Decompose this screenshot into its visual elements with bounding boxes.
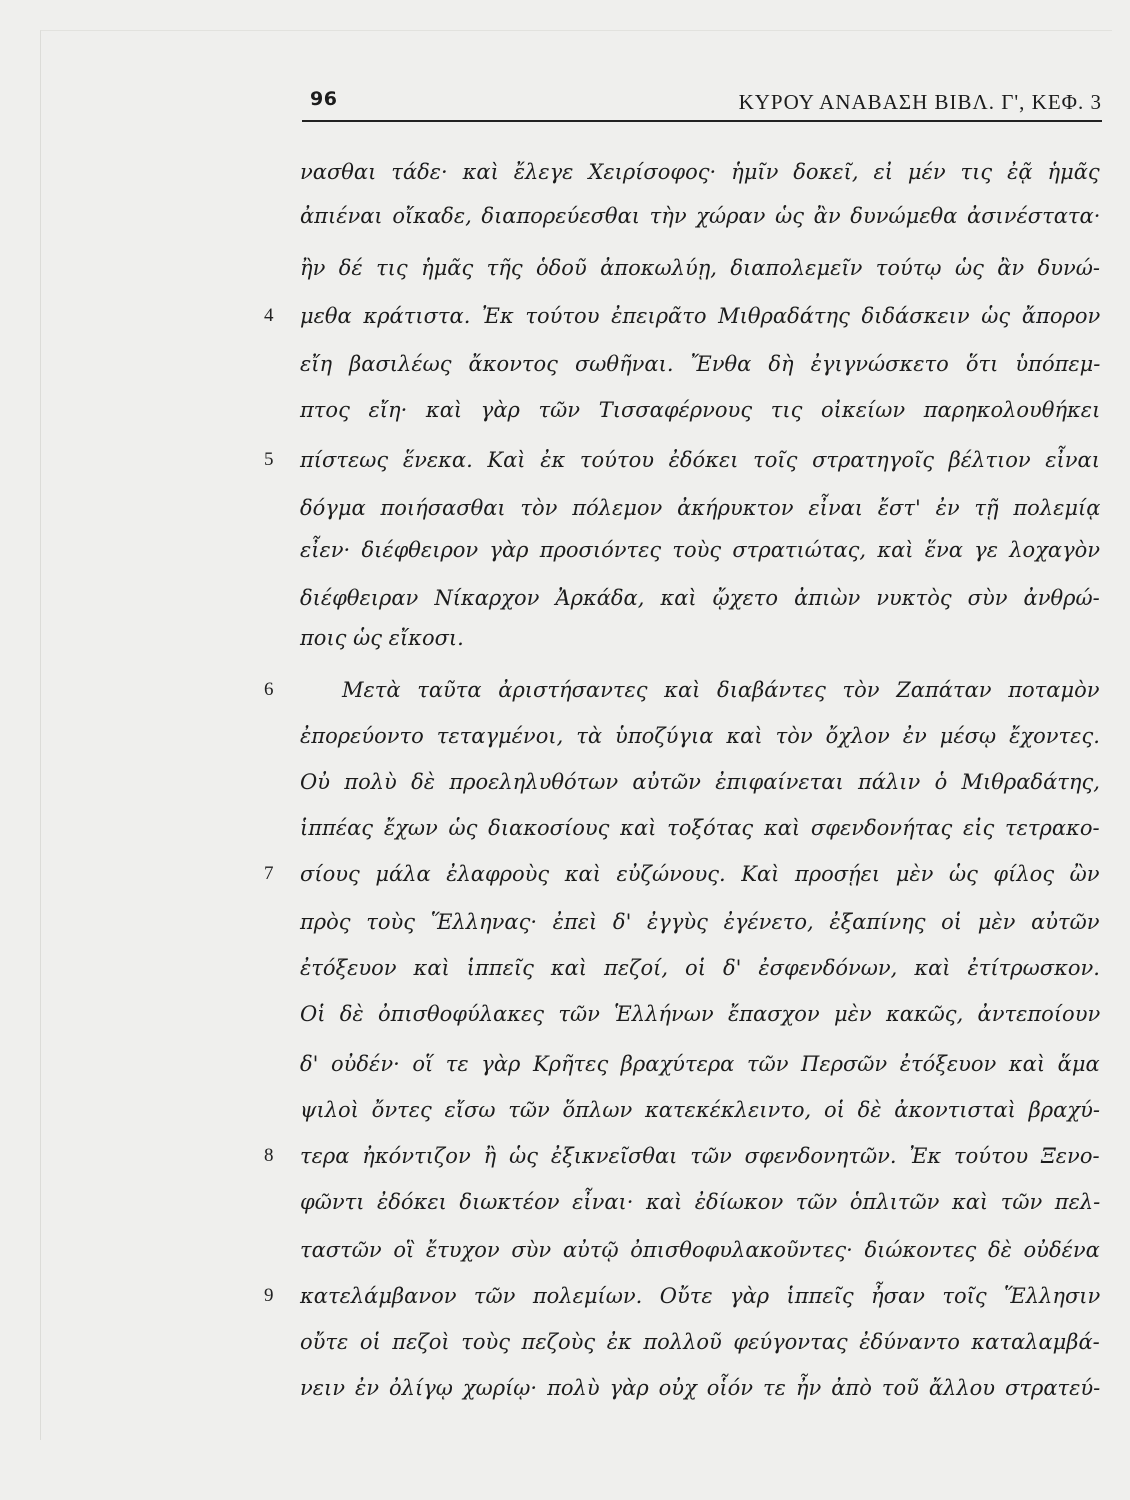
text-line (300, 1182, 1100, 1222)
text-line (264, 670, 1100, 710)
line-text: κατελάμβανον τῶν πολεμίων. Οὔτε γὰρ ἱππεῖς ἦσαν τοῖς Ἕλλησιν (300, 1284, 1101, 1308)
text-line (300, 808, 1100, 848)
page-number: 96 (310, 88, 338, 110)
text-line (300, 1044, 1100, 1084)
line-text: διέφθειραν Νίκαρχον Ἀρκάδα, καὶ ᾤχετο ἀπιὼν νυκτὸς σὺν ἀνθρώ- (300, 586, 1100, 610)
line-number: 6 (264, 679, 274, 700)
text-line (300, 488, 1100, 528)
line-text: εἶεν· διέφθειρον γὰρ προσιόντες τοὺς στρατιώτας, καὶ ἕνα γε λοχαγὸν (300, 538, 1101, 562)
text-line (300, 196, 1100, 236)
line-text: εἴη βασιλέως ἄκοντος σωθῆναι. Ἔνθα δὴ ἐγιγνώσκετο ὅτι ὑπόπεμ- (300, 352, 1101, 376)
line-text: ἐτόξευον καὶ ἱππεῖς καὶ πεζοί, οἱ δ' ἐσφενδόνων, καὶ ἐτίτρωσκον. (300, 956, 1100, 980)
text-line (300, 578, 1100, 618)
page-header (302, 86, 1102, 122)
line-text: πτος εἴη· καὶ γὰρ τῶν Τισσαφέρνους τις οἰκείων παρηκολουθήκει (300, 398, 1101, 422)
line-text: οὔτε οἱ πεζοὶ τοὺς πεζοὺς ἐκ πολλοῦ φεύγοντας ἐδύναντο καταλαμβά- (300, 1330, 1100, 1354)
line-text: σίους μάλα ἐλαφροὺς καὶ εὐζώνους. Καὶ προσῄει μὲν ὡς φίλος ὢν (300, 862, 1100, 886)
line-number: 5 (264, 449, 274, 470)
text-line (300, 948, 1100, 988)
text-line (300, 1230, 1100, 1270)
text-line (300, 762, 1100, 802)
line-text: τερα ἠκόντιζον ἢ ὡς ἐξικνεῖσθαι τῶν σφενδονητῶν. Ἐκ τούτου Ξενο- (300, 1144, 1100, 1168)
text-line (264, 296, 1101, 336)
line-text: Οὐ πολὺ δὲ προεληλυθότων αὐτῶν ἐπιφαίνεται πάλιν ὁ Μιθραδάτης, (300, 770, 1100, 794)
running-head: ΚΥΡΟΥ ΑΝΑΒΑΣΗ ΒΙΒΛ. Γ', ΚΕΦ. 3 (738, 90, 1102, 114)
line-text: ἀπιέναι οἴκαδε, διαπορεύεσθαι τὴν χώραν ὡς ἂν δυνώμεθα ἀσινέστατα· (300, 204, 1101, 228)
line-number: 9 (264, 1285, 274, 1306)
line-text: δόγμα ποιήσασθαι τὸν πόλεμον ἀκήρυκτον εἶναι ἔστ' ἐν τῇ πολεμίᾳ (300, 496, 1101, 520)
text-line (264, 1136, 1100, 1176)
text-line (300, 1368, 1100, 1408)
text-line (300, 248, 1100, 288)
line-text: πρὸς τοὺς Ἕλληνας· ἐπεὶ δ' ἐγγὺς ἐγένετο, ἐξαπίνης οἱ μὲν αὐτῶν (300, 910, 1100, 934)
line-text: νασθαι τάδε· καὶ ἔλεγε Χειρίσοφος· ἡμῖν δοκεῖ, εἰ μέν τις ἐᾷ ἡμᾶς (300, 160, 1100, 184)
line-text: δ' οὐδέν· οἵ τε γὰρ Κρῆτες βραχύτερα τῶν Περσῶν ἐτόξευον καὶ ἅμα (300, 1052, 1100, 1076)
line-text: ψιλοὶ ὄντες εἴσω τῶν ὅπλων κατεκέκλειντο, οἱ δὲ ἀκοντισταὶ βραχύ- (300, 1098, 1100, 1122)
text-line (264, 854, 1100, 894)
line-text: πίστεως ἕνεκα. Καὶ ἐκ τούτου ἐδόκει τοῖς στρατηγοῖς βέλτιον εἶναι (300, 448, 1100, 472)
text-line (300, 390, 1100, 430)
text-line (300, 902, 1100, 942)
text-line (300, 1322, 1100, 1362)
text-line (264, 440, 1100, 480)
text-line (300, 530, 1100, 570)
line-text: ἢν δέ τις ἡμᾶς τῆς ὁδοῦ ἀποκωλύῃ, διαπολεμεῖν τούτῳ ὡς ἂν δυνώ- (300, 256, 1100, 280)
line-text: μεθα κράτιστα. Ἐκ τούτου ἐπειρᾶτο Μιθραδάτης διδάσκειν ὡς ἄπορον (300, 304, 1101, 328)
text-line (300, 994, 1100, 1034)
text-line (300, 344, 1100, 384)
text-line (264, 1276, 1101, 1316)
line-text: ποις ὡς εἴκοσι. (300, 626, 464, 650)
line-number: 7 (264, 863, 274, 884)
line-text: ταστῶν οἳ ἔτυχον σὺν αὐτῷ ὀπισθοφυλακοῦντες· διώκοντες δὲ οὐδένα (300, 1238, 1100, 1262)
line-text: Μετὰ ταῦτα ἀριστήσαντες καὶ διαβάντες τὸν Ζαπάταν ποταμὸν (342, 678, 1100, 702)
text-line (300, 152, 1100, 192)
line-number: 4 (264, 305, 274, 326)
line-text: ἱππέας ἔχων ὡς διακοσίους καὶ τοξότας καὶ σφενδονήτας εἰς τετρακο- (300, 816, 1100, 840)
line-text: φῶντι ἐδόκει διωκτέον εἶναι· καὶ ἐδίωκον τῶν ὁπλιτῶν καὶ τῶν πελ- (300, 1190, 1101, 1214)
line-number: 8 (264, 1145, 274, 1166)
line-text: Οἱ δὲ ὀπισθοφύλακες τῶν Ἑλλήνων ἔπασχον μὲν κακῶς, ἀντεποίουν (300, 1002, 1101, 1026)
line-text: νειν ἐν ὀλίγῳ χωρίῳ· πολὺ γὰρ οὐχ οἷόν τε ἦν ἀπὸ τοῦ ἄλλου στρατεύ- (300, 1376, 1101, 1400)
text-line (300, 1090, 1100, 1130)
text-line (300, 716, 1100, 756)
text-line (300, 618, 1100, 658)
line-text: ἐπορεύοντο τεταγμένοι, τὰ ὑποζύγια καὶ τὸν ὄχλον ἐν μέσῳ ἔχοντες. (300, 724, 1100, 748)
